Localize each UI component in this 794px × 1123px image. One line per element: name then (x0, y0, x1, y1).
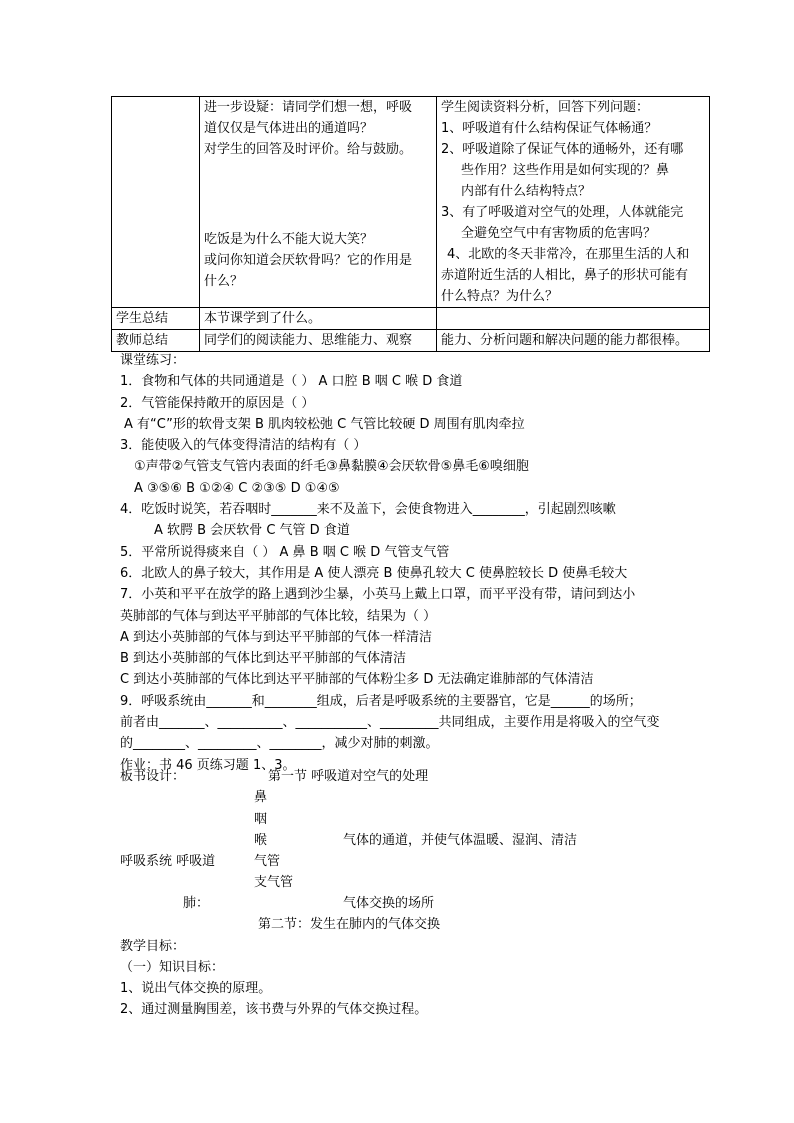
text-line: 内部有什么结构特点？ (461, 184, 592, 199)
board-item: 支气管 (254, 875, 294, 890)
objective-item: 2、通过测量胸围差，该书费与外界的气体交换过程。 (120, 1002, 428, 1017)
teacher-summary-text-2: 能力、分析问题和解决问题的能力都很棒。 (437, 330, 710, 352)
exercise-line: 英肺部的气体与到达平平肺部的气体比较，结果为（ ） (120, 608, 437, 624)
student-activity-cell (437, 97, 710, 308)
exercises-heading: 课堂练习： (120, 353, 186, 368)
board-label: 板书设计： (120, 769, 186, 784)
exercise-line: 前者由_______、__________、___________、_________共同组成，主要作用是将吸入的空气变 (120, 715, 660, 731)
text-line: 道仅仅是气体进出的通道吗？ (204, 121, 374, 136)
objectives-subheading: （一）知识目标： (120, 960, 225, 975)
exercise-line: 1．食物和气体的共同通道是（ ） A 口腔 B 咽 C 喉 D 食道 (120, 374, 463, 390)
exercise-line: B 到达小英肺部的气体比到达平平肺部的气体清洁 (120, 651, 407, 667)
exercise-line: 2．气管能保持敞开的原因是（ ） (120, 395, 315, 411)
board-passage-note: 气体的通道，并使气体温暖、湿润、清洁 (343, 833, 578, 848)
board-item: 气管 (254, 854, 281, 869)
text-line: 学生阅读资料分析，回答下列问题： (441, 100, 650, 115)
lesson-table (111, 96, 710, 352)
text-line: 或问你知道会厌软骨吗？它的作用是 (204, 253, 413, 268)
exercise-line: A 到达小英肺部的气体与到达平平肺部的气体一样清洁 (120, 629, 433, 645)
text-line: 什么特点？为什么？ (441, 289, 559, 304)
board-item: 咽 (254, 812, 268, 827)
table-row (112, 97, 710, 308)
text-line: 1、呼吸道有什么结构保证气体畅通？ (441, 121, 658, 136)
exercise-line: A ③⑤⑥ B ①②④ C ②③⑤ D ①④⑤ (134, 480, 340, 496)
homework-line: 作业：书 46 页练习题 1、3。 (120, 757, 296, 773)
exercise-line: 的________、_________、________，减少对肺的刺激。 (120, 736, 439, 752)
board-section-2: 第二节：发生在肺内的气体交换 (258, 917, 441, 932)
text-line: 全避免空气中有害物质的危害吗？ (461, 226, 657, 241)
text-line: 4、北欧的冬天非常冷，在那里生活的人和 (447, 247, 690, 262)
text-line: 赤道附近生活的人相比，鼻子的形状可能有 (441, 268, 689, 283)
board-section-1: 第一节 呼吸道对空气的处理 (268, 769, 429, 784)
exercise-line: 4．吃饭时说笑，若吞咽时_______来不及盖下，会使食物进入________，引起剧烈咳嗽 (120, 502, 616, 518)
teacher-summary-text-1: 同学们的阅读能力、思维能力、观察 (200, 330, 437, 352)
exercises-section (120, 350, 720, 776)
row-label-student-summary: 学生总结 (112, 308, 200, 330)
board-lung: 肺： (183, 896, 210, 911)
exercise-line: 9．呼吸系统由_______和________组成，后者是呼吸系统的主要器官，它是______的场所； (120, 693, 642, 709)
exercise-line: C 到达小英肺部的气体比到达平平肺部的气体粉尘多 D 无法确定谁肺部的气体清洁 (120, 672, 594, 688)
teacher-activity-cell (200, 97, 437, 308)
table-row (112, 330, 710, 352)
exercise-line: A 软腭 B 会厌软骨 C 气管 D 食道 (154, 523, 350, 539)
board-system: 呼吸系统 呼吸道 (120, 854, 216, 869)
text-line: 2、呼吸道除了保证气体的通畅外，还有哪 (441, 142, 684, 157)
table-row (112, 308, 710, 330)
text-line: 什么？ (204, 274, 244, 289)
text-line: 吃饭是为什么不能大说大笑？ (204, 232, 374, 247)
table-cell-empty (112, 97, 200, 308)
student-summary-text: 本节课学到了什么。 (200, 308, 437, 330)
exercise-line: 7．小英和平平在放学的路上遇到沙尘暴，小英马上戴上口罩，而平平没有带，请问到达小 (120, 587, 636, 603)
exercise-line: 6．北欧人的鼻子较大，其作用是 A 使人漂亮 B 使鼻孔较大 C 使鼻腔较长 D 使鼻毛较大 (120, 565, 628, 581)
text-line: 进一步设疑：请同学们想一想，呼吸 (204, 100, 413, 115)
table-cell-empty (437, 308, 710, 330)
objectives-heading: 教学目标： (120, 939, 186, 954)
exercise-line: 5．平常所说得痰来自（ ） A 鼻 B 咽 C 喉 D 气管支气管 (120, 544, 450, 560)
board-lung-note: 气体交换的场所 (343, 896, 435, 911)
board-item: 喉 (254, 833, 268, 848)
text-line: 3、有了呼吸道对空气的处理，人体就能完 (441, 205, 684, 220)
exercise-line: 3．能使吸入的气体变得清洁的结构有（ ） (120, 438, 367, 454)
row-label-teacher-summary: 教师总结 (112, 330, 200, 352)
board-item: 鼻 (254, 790, 268, 805)
objective-item: 1、说出气体交换的原理。 (120, 981, 272, 996)
text-line: 些作用？这些作用是如何实现的？鼻 (461, 163, 670, 178)
exercise-line: ①声带②气管支气管内表面的纤毛③鼻黏膜④会厌软骨⑤鼻毛⑥嗅细胞 (134, 459, 529, 475)
text-line: 对学生的回答及时评价。给与鼓励。 (204, 142, 413, 157)
exercise-line: A 有“C”形的软骨支架 B 肌肉较松弛 C 气管比较硬 D 周围有肌肉牵拉 (124, 416, 525, 432)
